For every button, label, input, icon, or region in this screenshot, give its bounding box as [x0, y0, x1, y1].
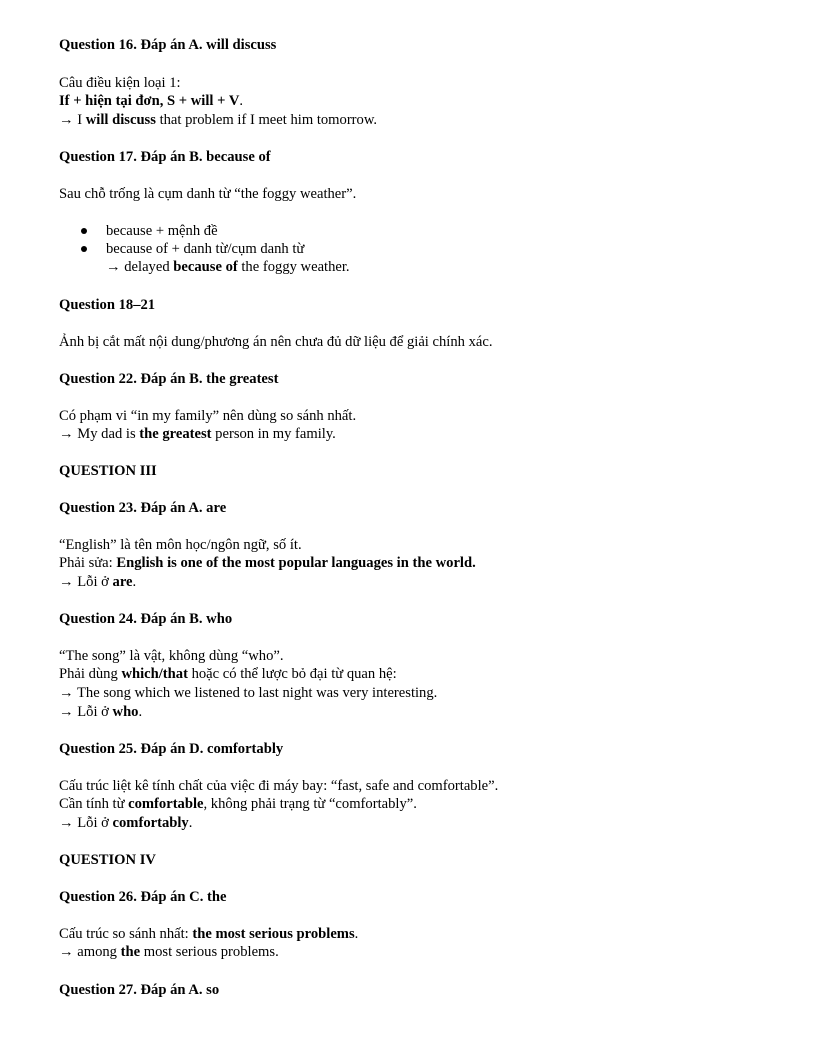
q18-heading: Question 18–21 — [59, 297, 156, 313]
q25-heading: Question 25. Đáp án D. comfortably — [59, 741, 284, 757]
q17-line-2 — [106, 258, 350, 276]
q16-line-2 — [59, 92, 243, 110]
q16-l3-b: will discuss — [85, 112, 156, 128]
q16-l3-a: → I — [59, 112, 86, 128]
bullet-icon — [81, 228, 87, 234]
q22-l2-b: the greatest — [139, 426, 212, 442]
q17-l2-b: because of — [173, 259, 238, 275]
q16-l3-c: that problem if I meet him tomorrow. — [155, 112, 378, 128]
q23-l2-a: Phải sửa: — [59, 555, 117, 571]
q22-l2-c: person in my family. — [211, 426, 336, 442]
q16-heading: Question 16. Đáp án A. will discuss — [59, 37, 277, 53]
q17-bullet-2-text: because of + danh từ/cụm danh từ — [106, 241, 305, 257]
q25-l2-b: comfortable — [128, 796, 204, 812]
q26-line-1 — [59, 925, 358, 943]
q24-l2-c: hoặc có thể lược bỏ đại từ quan hệ: — [187, 666, 397, 682]
q23-l3-a: → Lỗi ở — [59, 574, 113, 590]
q22-line-2 — [59, 425, 336, 443]
q17-bullet-2 — [59, 240, 659, 258]
q16-line-1: Câu điều kiện loại 1: — [59, 75, 181, 91]
q23-heading: Question 23. Đáp án A. are — [59, 500, 227, 516]
q23-l2-b: English is one of the most popular languages in the world. — [116, 555, 476, 571]
q16-line-3 — [59, 111, 377, 129]
q24-line-4 — [59, 703, 142, 721]
q24-l2-b: which/that — [121, 666, 188, 682]
q26-l1-b: the most serious problems — [192, 926, 355, 942]
q25-l3-c: . — [188, 815, 193, 831]
q24-l4-b: who — [112, 704, 139, 720]
q27-heading: Question 27. Đáp án A. so — [59, 982, 220, 998]
section-iv-heading: QUESTION IV — [59, 852, 156, 868]
q23-line-3 — [59, 573, 136, 591]
q17-l2-a: → delayed — [106, 259, 174, 275]
q26-l2-b: the — [120, 944, 141, 960]
q18-line-1: Ảnh bị cắt mất nội dung/phương án nên chưa đủ dữ liệu để giải chính xác. — [59, 334, 493, 350]
q25-line-3 — [59, 814, 192, 832]
q25-line-1: Cấu trúc liệt kê tính chất của việc đi máy bay: “fast, safe and comfortable”. — [59, 778, 499, 794]
q24-heading: Question 24. Đáp án B. who — [59, 611, 233, 627]
q22-heading: Question 22. Đáp án B. the greatest — [59, 371, 279, 387]
q16-line-2-end: . — [239, 93, 244, 109]
q24-l4-c: . — [138, 704, 143, 720]
q17-line-1: Sau chỗ trống là cụm danh từ “the foggy weather”. — [59, 186, 357, 202]
q26-l2-a: → among — [59, 944, 121, 960]
section-iii-heading: QUESTION III — [59, 463, 157, 479]
q17-bullet-1-text: because + mệnh đề — [106, 223, 218, 239]
q23-l3-b: are — [112, 574, 133, 590]
q24-line-1: “The song” là vật, không dùng “who”. — [59, 648, 284, 664]
q17-bullet-1 — [59, 222, 659, 240]
q17-l2-c: the foggy weather. — [237, 259, 350, 275]
q23-line-1: “English” là tên môn học/ngôn ngữ, số ít. — [59, 537, 302, 553]
q25-l2-c: , không phải trạng từ “comfortably”. — [203, 796, 417, 812]
q17-heading: Question 17. Đáp án B. because of — [59, 149, 271, 165]
q25-line-2 — [59, 795, 417, 813]
q22-l2-a: → My dad is — [59, 426, 140, 442]
q23-line-2 — [59, 554, 476, 572]
q24-line-2 — [59, 665, 397, 683]
q26-line-2 — [59, 943, 279, 961]
q26-l1-c: . — [354, 926, 359, 942]
bullet-icon — [81, 246, 87, 252]
q26-l1-a: Cấu trúc so sánh nhất: — [59, 926, 193, 942]
q24-l4-a: → Lỗi ở — [59, 704, 113, 720]
q25-l2-a: Cần tính từ — [59, 796, 129, 812]
q24-line-3: → The song which we listened to last night was very interesting. — [59, 685, 438, 701]
q22-line-1: Có phạm vi “in my family” nên dùng so sánh nhất. — [59, 408, 357, 424]
q16-formula: If + hiện tại đơn, S + will + V — [59, 93, 240, 109]
q25-l3-a: → Lỗi ở — [59, 815, 113, 831]
q25-l3-b: comfortably — [112, 815, 189, 831]
q26-heading: Question 26. Đáp án C. the — [59, 889, 227, 905]
q26-l2-c: most serious problems. — [140, 944, 279, 960]
q24-l2-a: Phải dùng — [59, 666, 122, 682]
q23-l3-c: . — [132, 574, 137, 590]
